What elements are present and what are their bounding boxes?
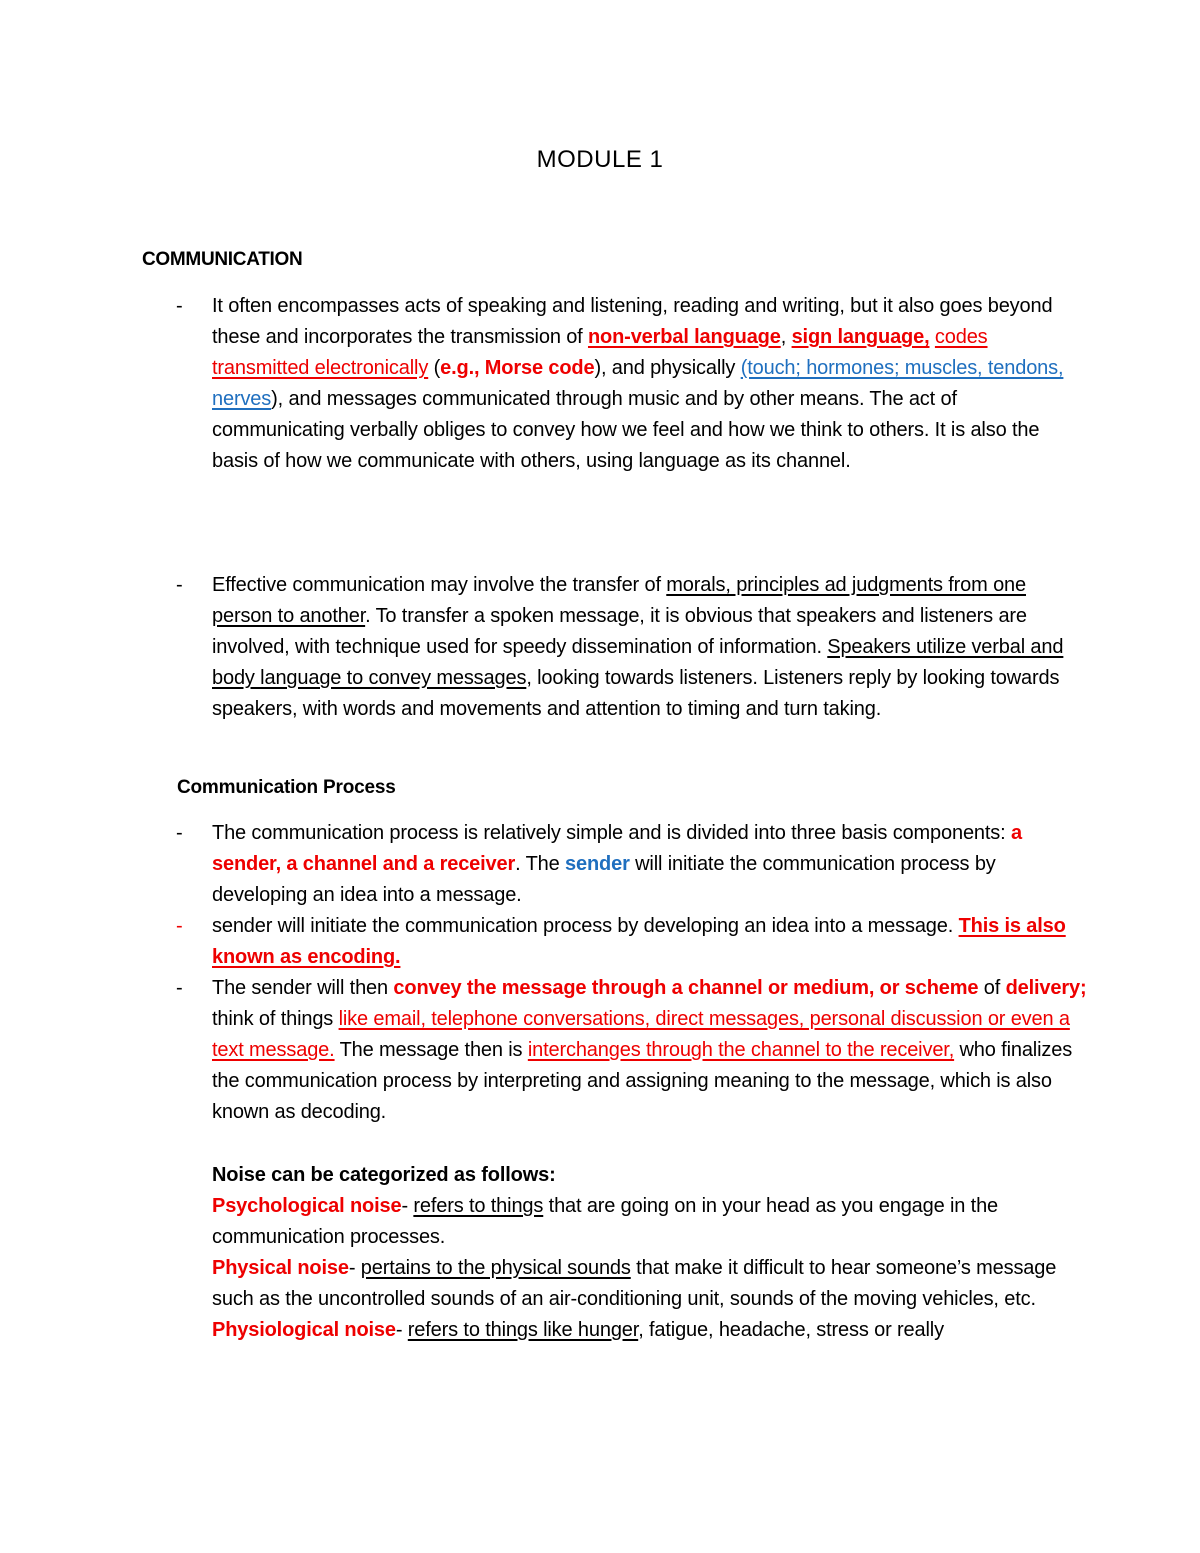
bullet-marker: -: [176, 295, 183, 317]
text-run: (: [428, 357, 441, 379]
text-run: -: [348, 1257, 361, 1279]
paragraph-effective-communication: [212, 570, 1087, 725]
term-sender: sender: [565, 853, 630, 875]
term-physiological-noise: Physiological noise: [212, 1319, 396, 1341]
term-morse-code: e.g., Morse code: [440, 357, 595, 379]
noise-heading: Noise can be categorized as follows:: [212, 1164, 556, 1186]
text-run: Effective communication may involve the transfer of: [212, 574, 667, 596]
paragraph-channel: [212, 973, 1087, 1128]
paragraph-process-components: [212, 818, 1087, 911]
bullet-marker: -: [176, 977, 183, 999]
text-run: -: [401, 1195, 414, 1217]
term-channel-examples: like email, telephone conversations, direct messages, personal discussion or even a text message.: [212, 1008, 1070, 1061]
paragraph-encoding: [212, 911, 1087, 973]
term-codes-transmitted: codes transmitted electronically: [212, 326, 988, 379]
paragraph-communication-definition: [212, 291, 1087, 477]
term-components: a sender, a channel and a receiver: [212, 822, 1022, 875]
noise-physiological: [212, 1315, 1087, 1346]
underlined-physical-sounds: pertains to the physical sounds: [360, 1257, 631, 1279]
text-run: think of things: [212, 1008, 339, 1030]
text-run: -: [395, 1319, 408, 1341]
underlined-hunger: refers to things like hunger: [407, 1319, 639, 1341]
term-physical-examples: (touch; hormones; muscles, tendons, nerves: [212, 357, 1064, 410]
noise-section: [212, 1160, 1087, 1346]
term-non-verbal-language: non-verbal language: [587, 326, 781, 348]
text-run: ), and physically: [594, 357, 741, 379]
underlined-speakers-utilize: Speakers utilize verbal and body language to convey messages: [212, 636, 1064, 689]
term-delivery: delivery;: [1005, 977, 1087, 999]
term-psychological-noise: Psychological noise: [212, 1195, 402, 1217]
bullet-marker: -: [176, 574, 183, 596]
bullet-marker: -: [176, 822, 183, 844]
text-run: of: [978, 977, 1006, 999]
text-run: The message then is: [334, 1039, 528, 1061]
noise-psychological: [212, 1191, 1087, 1253]
text-run: It often encompasses acts of speaking and listening, reading and writing, but it also goes beyond these and incorporates the transmission of: [212, 295, 1053, 348]
text-run: The sender will then: [212, 977, 394, 999]
text-run: will initiate the communication process by developing an idea into a message.: [212, 853, 996, 906]
text-run: sender will initiate the communication process by developing an idea into a message.: [212, 915, 959, 937]
text-run: that make it difficult to hear someone’s message such as the uncontrolled sounds of an air-conditioning unit, sounds of the moving vehicles, etc.: [212, 1257, 1057, 1310]
term-physical-noise: Physical noise: [212, 1257, 349, 1279]
section-heading-communication: COMMUNICATION: [142, 249, 303, 270]
text-run: , looking towards listeners. Listeners reply by looking towards speakers, with words and movements and attention to timing and turn taking.: [212, 667, 1060, 720]
text-run: . The: [515, 853, 566, 875]
term-interchanges: interchanges through the channel to the receiver,: [527, 1039, 955, 1061]
term-encoding: This is also known as encoding.: [212, 915, 1066, 968]
text-run: The communication process is relatively simple and is divided into three basis components:: [212, 822, 1011, 844]
term-convey-message: convey the message through a channel or medium, or scheme: [393, 977, 979, 999]
underlined-refers-to-things: refers to things: [413, 1195, 544, 1217]
bullet-marker-red: -: [176, 915, 183, 937]
underlined-morals-principles: morals, principles ad judgments from one person to another: [212, 574, 1026, 627]
term-sign-language: sign language,: [791, 326, 930, 348]
text-run: . To transfer a spoken message, it is obvious that speakers and listeners are involved, with technique used for speedy dissemination of information.: [212, 605, 1027, 658]
section-heading-communication-process: Communication Process: [177, 777, 396, 798]
text-run: ), and messages communicated through music and by other means. The act of communicating verbally obliges to convey how we feel and how we think to others. It is also the basis of how we communicate with others, using language as its channel.: [212, 388, 1040, 472]
text-run: ,: [780, 326, 792, 348]
text-run: , fatigue, headache, stress or really: [638, 1319, 944, 1341]
page-title: MODULE 1: [536, 146, 664, 173]
text-run: who finalizes the communication process by interpreting and assigning meaning to the message, which is also known as decoding.: [212, 1039, 1073, 1123]
text-run: that are going on in your head as you engage in the communication processes.: [212, 1195, 999, 1248]
noise-physical: [212, 1253, 1087, 1315]
